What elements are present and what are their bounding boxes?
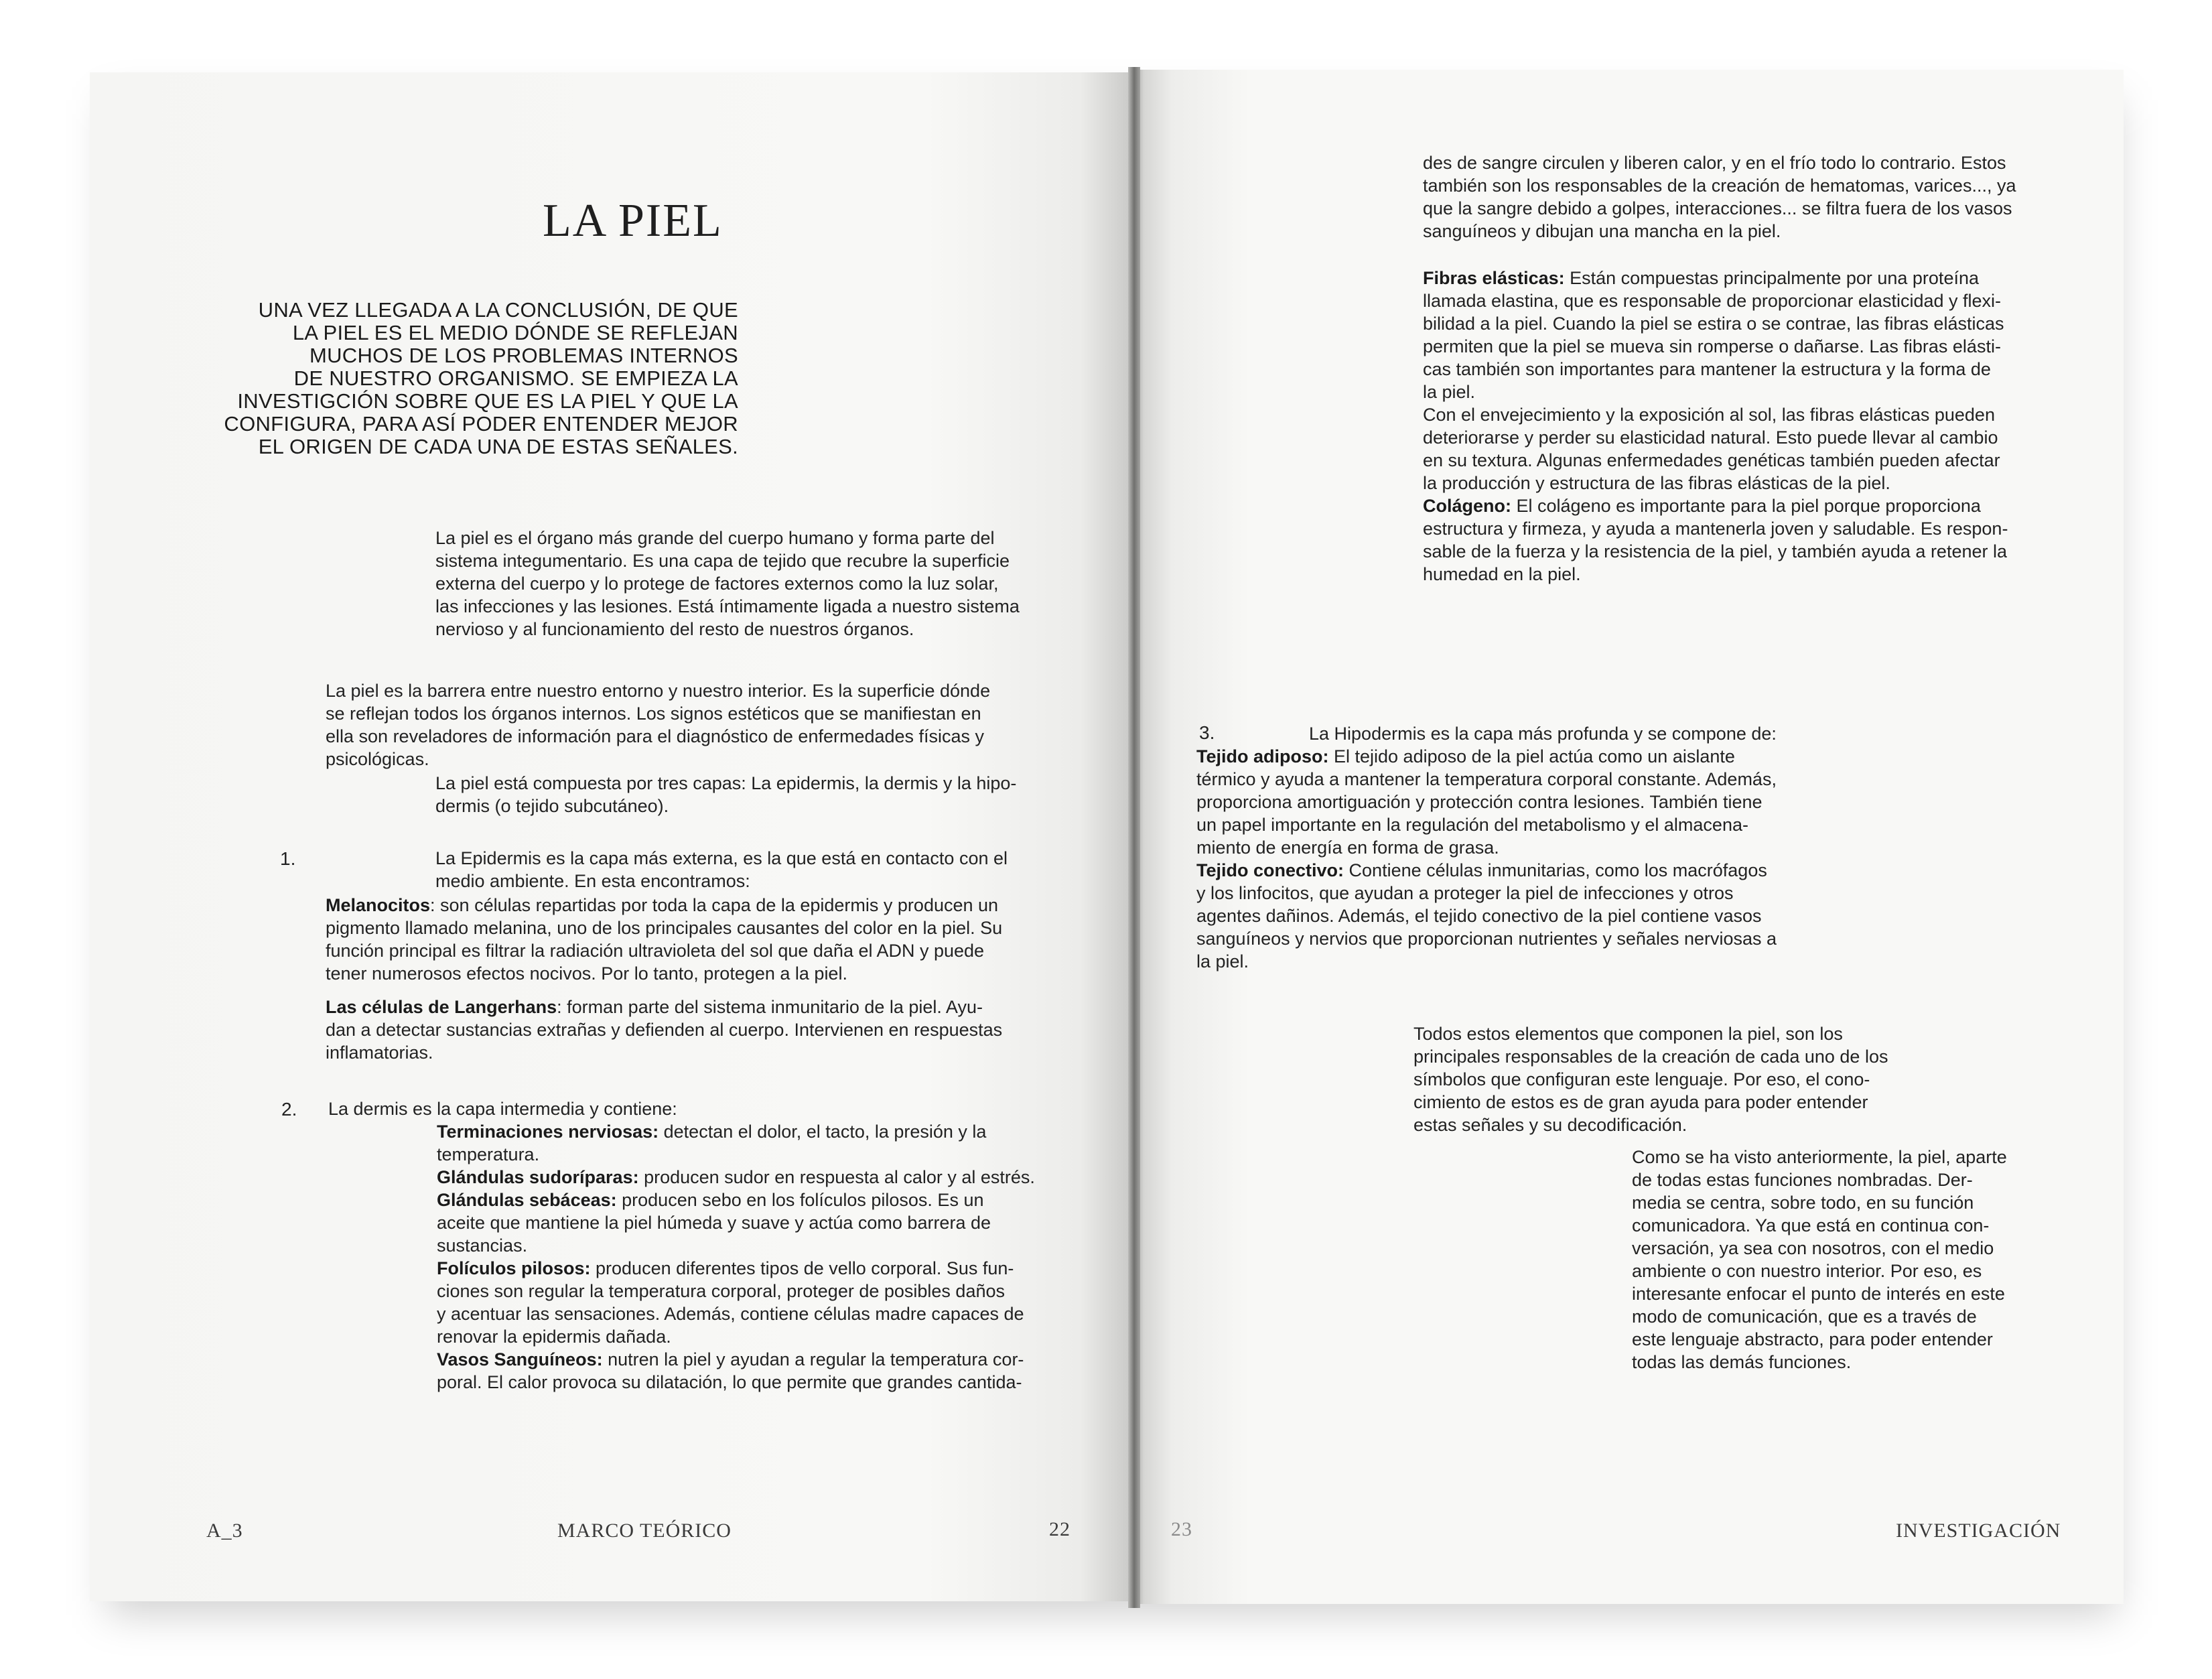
term-colageno: Colágeno: [1423, 496, 1511, 516]
term-foliculos: Folículos pilosos: [437, 1258, 591, 1278]
intro-line: CONFIGURA, PARA ASÍ PODER ENTENDER MEJOR [224, 412, 738, 435]
text-line: producen sebo en los folículos pilosos. Es un [616, 1190, 984, 1210]
text-line: estructura y firmeza, y ayuda a mantenerla joven y saludable. Es respon- [1423, 519, 2008, 539]
text-line: Contiene células inmunitarias, como los macrófagos [1344, 860, 1767, 880]
paragraph-continuation [1423, 151, 2066, 243]
text-line: cimiento de estos es de gran ayuda para poder entender [1413, 1092, 1868, 1112]
text-line: Con el envejecimiento y la exposición al sol, las fibras elásticas pueden [1423, 405, 1995, 425]
dermis-intro: La dermis es la capa intermedia y contiene: [328, 1099, 677, 1119]
intro-line: LA PIEL ES EL MEDIO DÓNDE SE REFLEJAN [292, 321, 738, 344]
text-line: dermis (o tejido subcutáneo). [435, 796, 669, 816]
page-number-left: 22 [1049, 1518, 1070, 1540]
paragraph-elements [1413, 1022, 1963, 1136]
text-line: : forman parte del sistema inmunitario de la piel. Ayu- [557, 997, 983, 1017]
text-line: El tejido adiposo de la piel actúa como un aislante [1328, 746, 1735, 766]
text-line: humedad en la piel. [1423, 564, 1581, 584]
text-line: un papel importante en la regulación del metabolismo y el almacena- [1196, 815, 1748, 835]
text-line: de todas estas funciones nombradas. Der- [1632, 1170, 1973, 1190]
term-vasos: Vasos Sanguíneos: [437, 1349, 603, 1369]
term-terminaciones: Terminaciones nerviosas: [437, 1122, 659, 1142]
text-line: sanguíneos y nervios que proporcionan nutrientes y señales nerviosas a [1196, 929, 1777, 949]
hipodermis-intro: La Hipodermis es la capa más profunda y se compone de: [1309, 724, 1777, 744]
text-line: llamada elastina, que es responsable de proporcionar elasticidad y flexi- [1423, 291, 2001, 311]
intro-block [201, 299, 738, 458]
paragraph-skin-barrier [326, 679, 1089, 770]
text-line: permiten que la piel se mueva sin romperse o dañarse. Las fibras elásti- [1423, 336, 2001, 356]
text-line: ella son reveladores de información para el diagnóstico de enfermedades físicas y [326, 726, 985, 746]
paragraph-skin-organ [435, 527, 1058, 641]
text-line: Como se ha visto anteriormente, la piel, aparte [1632, 1147, 2007, 1167]
term-langerhans: Las células de Langerhans [326, 997, 557, 1017]
text-line: producen diferentes tipos de vello corporal. Sus fun- [590, 1258, 1014, 1278]
text-line: también son los responsables de la creación de hematomas, varices..., ya [1423, 176, 2016, 196]
paragraph-conclusion [1632, 1146, 2061, 1373]
text-line: función principal es filtrar la radiación ultravioleta del sol que daña el ADN y puede [326, 941, 985, 961]
book-spine [1128, 67, 1140, 1608]
text-line: dan a detectar sustancias extrañas y defienden al cuerpo. Intervienen en respuestas [326, 1020, 1003, 1040]
hipodermis-components [1196, 745, 1840, 973]
text-line: La piel es la barrera entre nuestro entorno y nuestro interior. Es la superficie dónde [326, 681, 991, 701]
paragraph-three-layers [435, 772, 1092, 817]
text-line: externa del cuerpo y lo protege de factores externos como la luz solar, [435, 574, 999, 594]
text-line: que la sangre debido a golpes, interacciones... se filtra fuera de los vasos [1423, 198, 2012, 218]
section-code: A_3 [206, 1520, 243, 1542]
list-number-1: 1. [280, 848, 296, 869]
text-line: y los linfocitos, que ayudan a proteger la piel de infecciones y otros [1196, 883, 1734, 903]
text-line: ciones son regular la temperatura corporal, proteger de posibles daños [437, 1281, 1005, 1301]
text-line: pigmento llamado melanina, uno de los principales causantes del color en la piel. Su [326, 918, 1003, 938]
page-number-right: 23 [1171, 1518, 1192, 1540]
intro-line: INVESTIGCIÓN SOBRE QUE ES LA PIEL Y QUE LA [237, 389, 738, 413]
page-title: LA PIEL [543, 195, 723, 247]
text-line: agentes dañinos. Además, el tejido conectivo de la piel contiene vasos [1196, 906, 1762, 926]
text-line: La piel es el órgano más grande del cuerpo humano y forma parte del [435, 528, 995, 548]
term-fibras: Fibras elásticas: [1423, 268, 1565, 288]
text-line: miento de energía en forma de grasa. [1196, 837, 1499, 858]
text-line: versación, ya sea con nosotros, con el medio [1632, 1238, 1994, 1258]
text-line: estas señales y su decodificación. [1413, 1115, 1687, 1135]
text-line: temperatura. [437, 1144, 540, 1164]
text-line: todas las demás funciones. [1632, 1352, 1852, 1372]
text-line: térmico y ayuda a mantener la temperatura corporal constante. Además, [1196, 769, 1777, 789]
term-melanocitos: Melanocitos [326, 895, 431, 915]
text-line: medio ambiente. En esta encontramos: [435, 871, 750, 891]
epidermis-intro [435, 847, 1092, 892]
term-sebaceas: Glándulas sebáceas: [437, 1190, 617, 1210]
term-sudoriparas: Glándulas sudoríparas: [437, 1167, 639, 1187]
text-line: la producción y estructura de las fibras elásticas de la piel. [1423, 473, 1890, 493]
text-line: deteriorarse y perder su elasticidad natural. Esto puede llevar al cambio [1423, 427, 1998, 448]
text-line: media se centra, sobre todo, en su función [1632, 1193, 1974, 1213]
text-line: se reflejan todos los órganos internos. Los signos estéticos que se manifiestan en [326, 703, 981, 724]
text-line: tener numerosos efectos nocivos. Por lo tanto, protegen a la piel. [326, 963, 847, 984]
text-line: sanguíneos y dibujan una mancha en la piel. [1423, 221, 1781, 241]
text-line: las infecciones y las lesiones. Está íntimamente ligada a nuestro sistema [435, 596, 1020, 616]
text-line: principales responsables de la creación de cada uno de los [1413, 1047, 1888, 1067]
text-line: este lenguaje abstracto, para poder entender [1632, 1329, 1993, 1349]
text-line: poral. El calor provoca su dilatación, lo que permite que grandes cantida- [437, 1372, 1022, 1392]
text-line: la piel. [1423, 382, 1476, 402]
text-line: interesante enfocar el punto de interés en este [1632, 1284, 2005, 1304]
intro-line: EL ORIGEN DE CADA UNA DE ESTAS SEÑALES. [258, 435, 738, 458]
term-conectivo: Tejido conectivo: [1196, 860, 1344, 880]
intro-line: UNA VEZ LLEGADA A LA CONCLUSIÓN, DE QUE [258, 298, 738, 322]
text-line: bilidad a la piel. Cuando la piel se estira o se contrae, las fibras elásticas [1423, 314, 2004, 334]
intro-line: MUCHOS DE LOS PROBLEMAS INTERNOS [309, 344, 738, 367]
text-line: modo de comunicación, que es a través de [1632, 1306, 1977, 1327]
text-line: en su textura. Algunas enfermedades genéticas también pueden afectar [1423, 450, 2000, 470]
text-line: El colágeno es importante para la piel porque proporciona [1511, 496, 1981, 516]
text-line: cas también son importantes para mantener la estructura y la forma de [1423, 359, 1991, 379]
dermis-components [437, 1120, 1080, 1394]
text-line: producen sudor en respuesta al calor y al estrés. [638, 1167, 1035, 1187]
text-line: nutren la piel y ayudan a regular la temperatura cor- [602, 1349, 1024, 1369]
section-title-right: INVESTIGACIÓN [1896, 1520, 2061, 1542]
text-line: La Epidermis es la capa más externa, es la que está en contacto con el [435, 848, 1008, 868]
list-number-3: 3. [1199, 722, 1215, 743]
text-line: aceite que mantiene la piel húmeda y suave y actúa como barrera de [437, 1213, 991, 1233]
text-line: Todos estos elementos que componen la piel, son los [1413, 1024, 1843, 1044]
term-adiposo: Tejido adiposo: [1196, 746, 1329, 766]
text-line: la piel. [1196, 951, 1249, 971]
list-number-2: 2. [281, 1099, 297, 1120]
text-line: des de sangre circulen y liberen calor, y en el frío todo lo contrario. Estos [1423, 153, 2006, 173]
text-line: Están compuestas principalmente por una proteína [1564, 268, 1979, 288]
intro-line: DE NUESTRO ORGANISMO. SE EMPIEZA LA [293, 366, 738, 390]
text-line: símbolos que configuran este lenguaje. Por eso, el cono- [1413, 1069, 1870, 1089]
text-line: comunicadora. Ya que está en continua con- [1632, 1215, 1990, 1235]
text-line: renovar la epidermis dañada. [437, 1327, 671, 1347]
section-title-footer: MARCO TEÓRICO [557, 1520, 732, 1542]
text-line: : son células repartidas por toda la capa de la epidermis y producen un [430, 895, 999, 915]
fibras-block [1423, 267, 2066, 586]
text-line: sustancias. [437, 1235, 528, 1256]
text-line: sable de la fuerza y la resistencia de la piel, y también ayuda a retener la [1423, 541, 2008, 561]
text-line: psicológicas. [326, 749, 429, 769]
text-line: inflamatorias. [326, 1043, 433, 1063]
text-line: proporciona amortiguación y protección contra lesiones. También tiene [1196, 792, 1762, 812]
text-line: La piel está compuesta por tres capas: La epidermis, la dermis y la hipo- [435, 773, 1017, 793]
melanocitos-block [326, 894, 1089, 985]
text-line: sistema integumentario. Es una capa de tejido que recubre la superficie [435, 551, 1010, 571]
text-line: detectan el dolor, el tacto, la presión y la [659, 1122, 987, 1142]
langerhans-block [326, 996, 1089, 1064]
text-line: nervioso y al funcionamiento del resto de nuestros órganos. [435, 619, 914, 639]
text-line: y acentuar las sensaciones. Además, contiene células madre capaces de [437, 1304, 1024, 1324]
text-line: ambiente o con nuestro interior. Por eso, es [1632, 1261, 1982, 1281]
